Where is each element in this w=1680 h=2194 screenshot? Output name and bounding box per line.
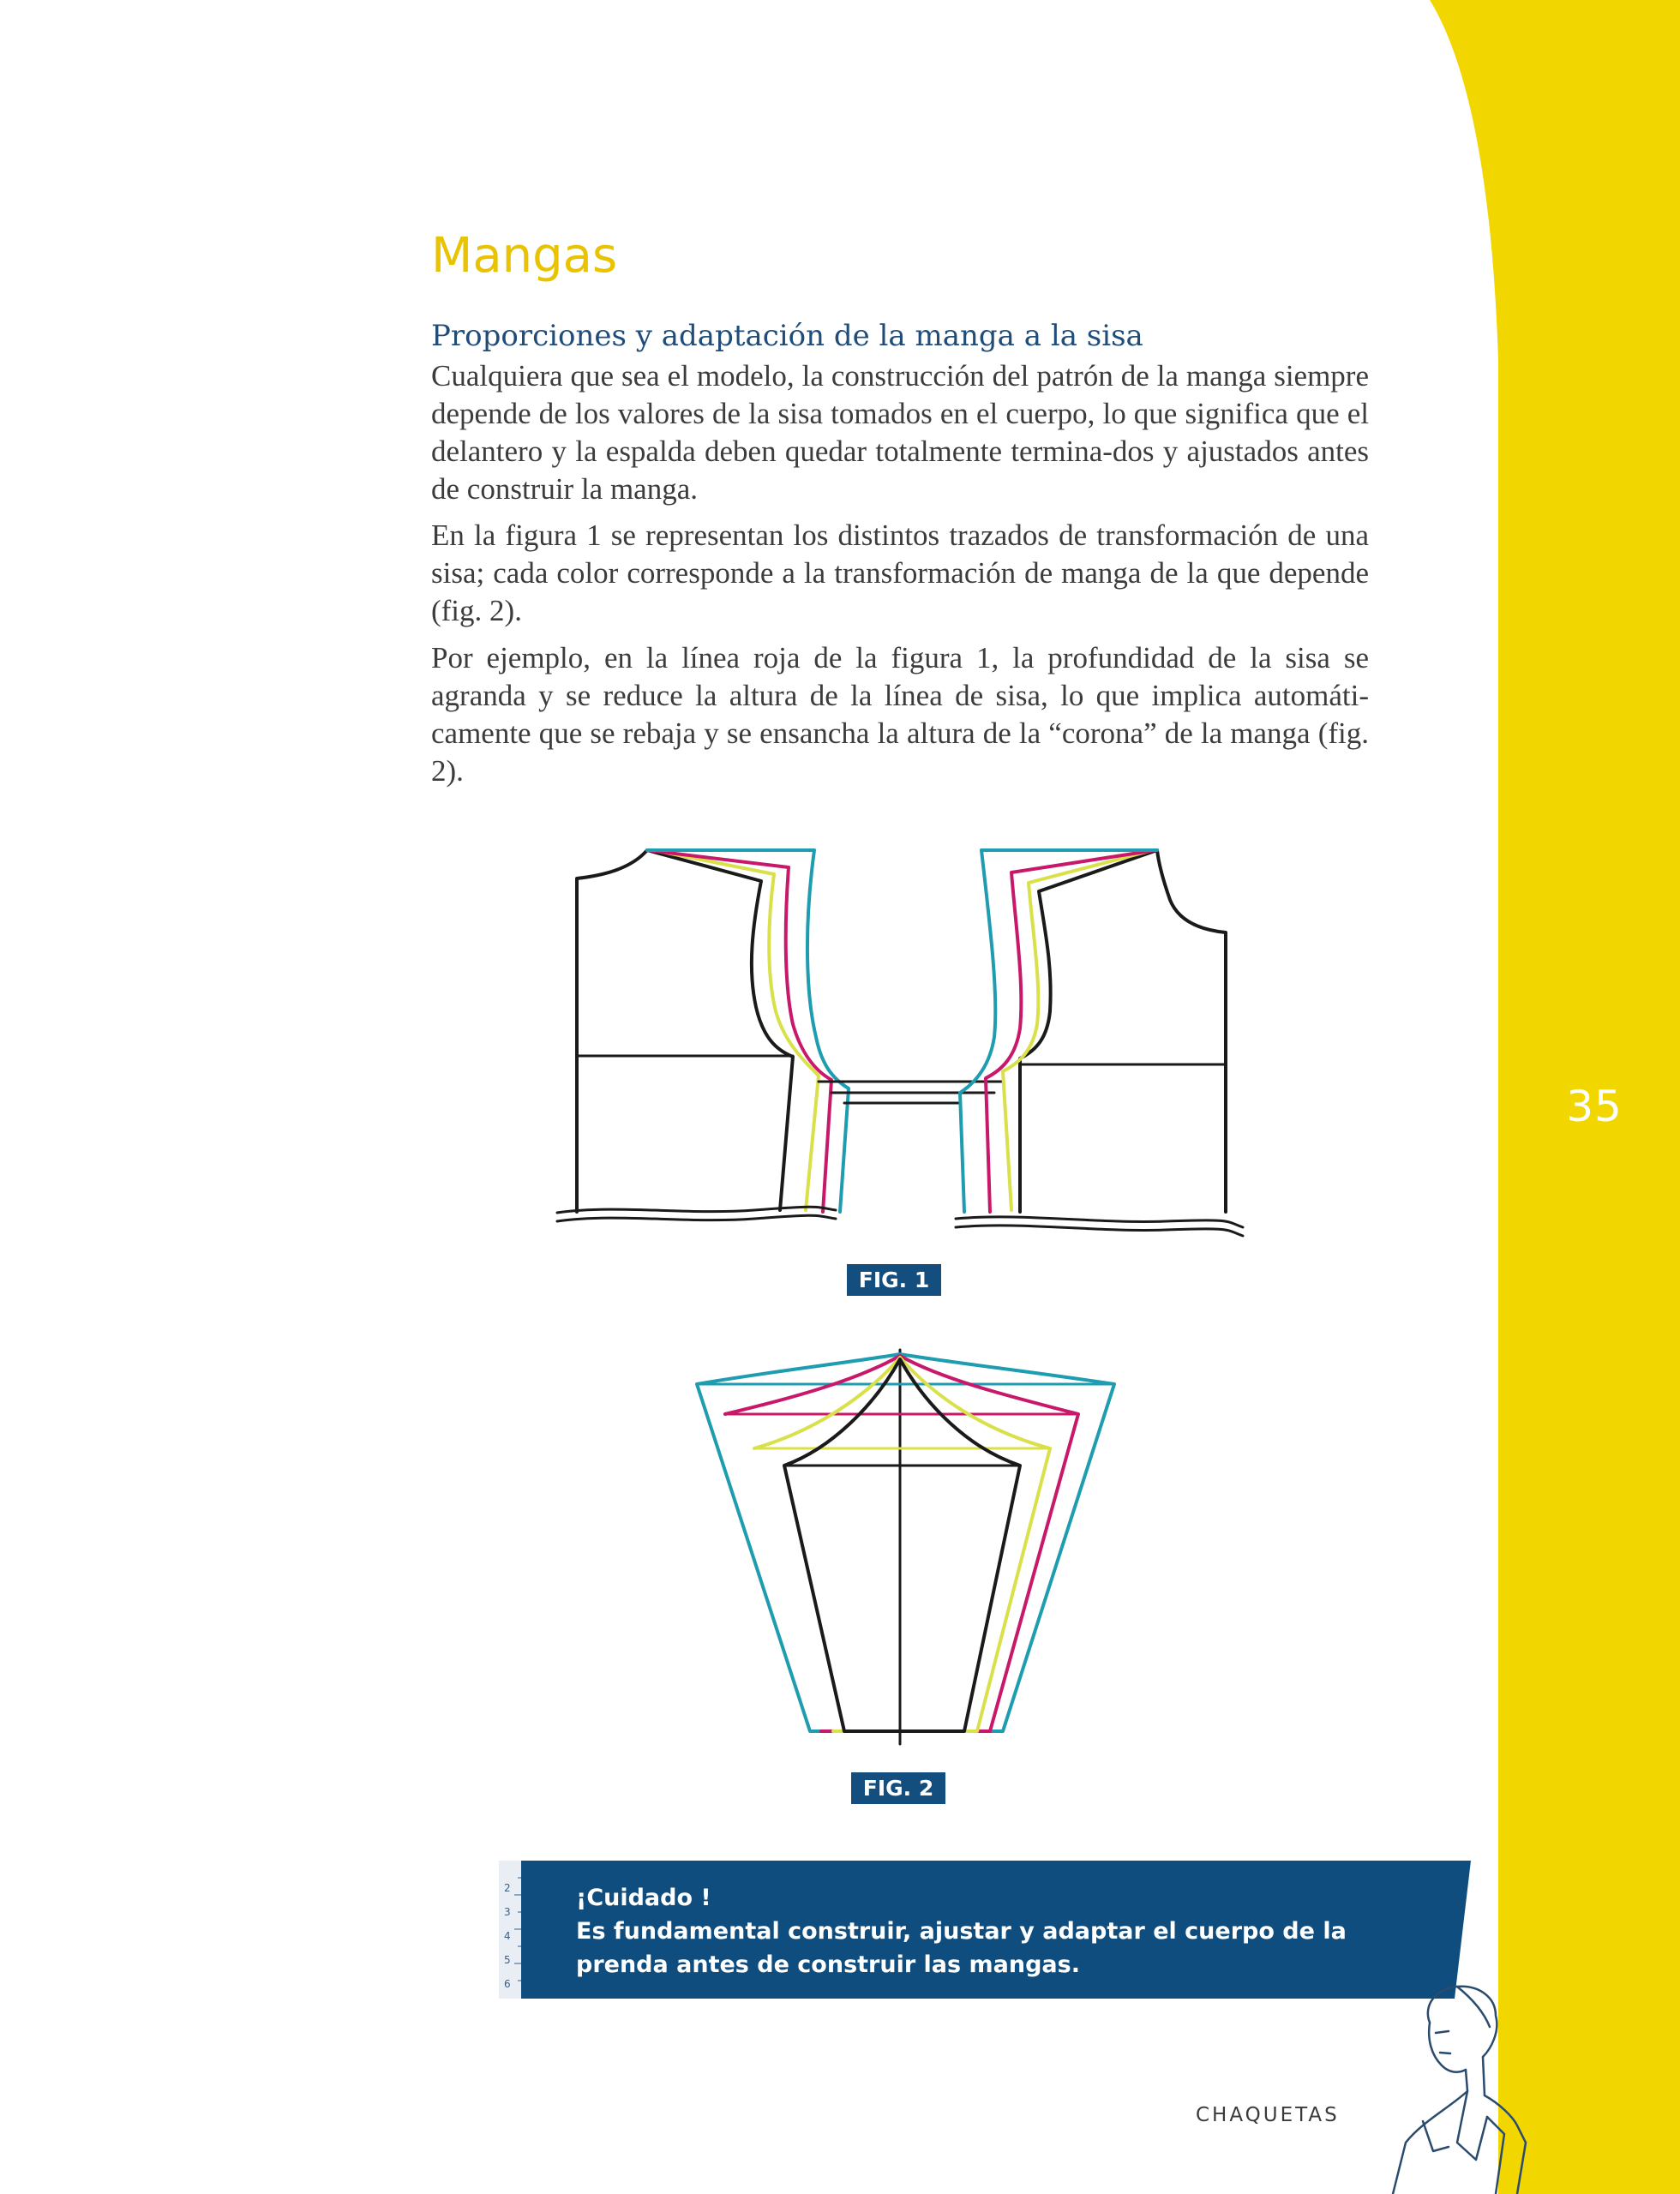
note-text: [576, 1881, 1442, 1981]
fashion-woman-illustration: [1389, 1980, 1543, 2194]
page-title: Mangas: [431, 228, 618, 284]
section-footer: CHAQUETAS: [1196, 2104, 1340, 2126]
tape-number: 5: [504, 1954, 511, 1966]
paragraph-3: Por ejemplo, en la línea roja de la figura 1, la profundidad de la sisa se agranda y se reduce la altura de la línea de sisa, lo que implica automáti-camente que se rebaja y se ensancha la altura de la “corona” de la manga (fig. 2).: [431, 641, 1369, 788]
note-body: Es fundamental construir, ajustar y adaptar el cuerpo de la prenda antes de construir las mangas.: [576, 1918, 1347, 1978]
tape-number: 3: [504, 1906, 511, 1918]
figure-2-label: FIG. 2: [851, 1772, 945, 1804]
section-subtitle: Proporciones y adaptación de la manga a la sisa: [431, 319, 1143, 353]
note-heading: ¡Cuidado !: [576, 1885, 711, 1911]
figure-1-label: FIG. 1: [847, 1264, 941, 1296]
figure-2-sleeve-diagram: [686, 1337, 1131, 1748]
measuring-tape-icon: [499, 1861, 521, 1999]
figure-1-armhole-diagram: [549, 840, 1251, 1243]
paragraph-1: Cualquiera que sea el modelo, la construcción del patrón de la manga siempre depende de los valores de la sisa tomados en el cuerpo, lo que significa que el delantero y la espalda deben quedar totalmente termina-dos y ajustados antes de construir la manga.: [431, 359, 1369, 506]
tape-number: 4: [504, 1930, 511, 1942]
tape-number: 2: [504, 1882, 511, 1894]
warning-note: [499, 1861, 1471, 1999]
paragraph-2: En la figura 1 se representan los distintos trazados de transformación de una sisa; cada color corresponde a la transformación de manga de la que depende (fig. 2).: [431, 519, 1369, 627]
tape-number: 6: [504, 1978, 511, 1990]
page-number: 35: [1566, 1082, 1623, 1131]
